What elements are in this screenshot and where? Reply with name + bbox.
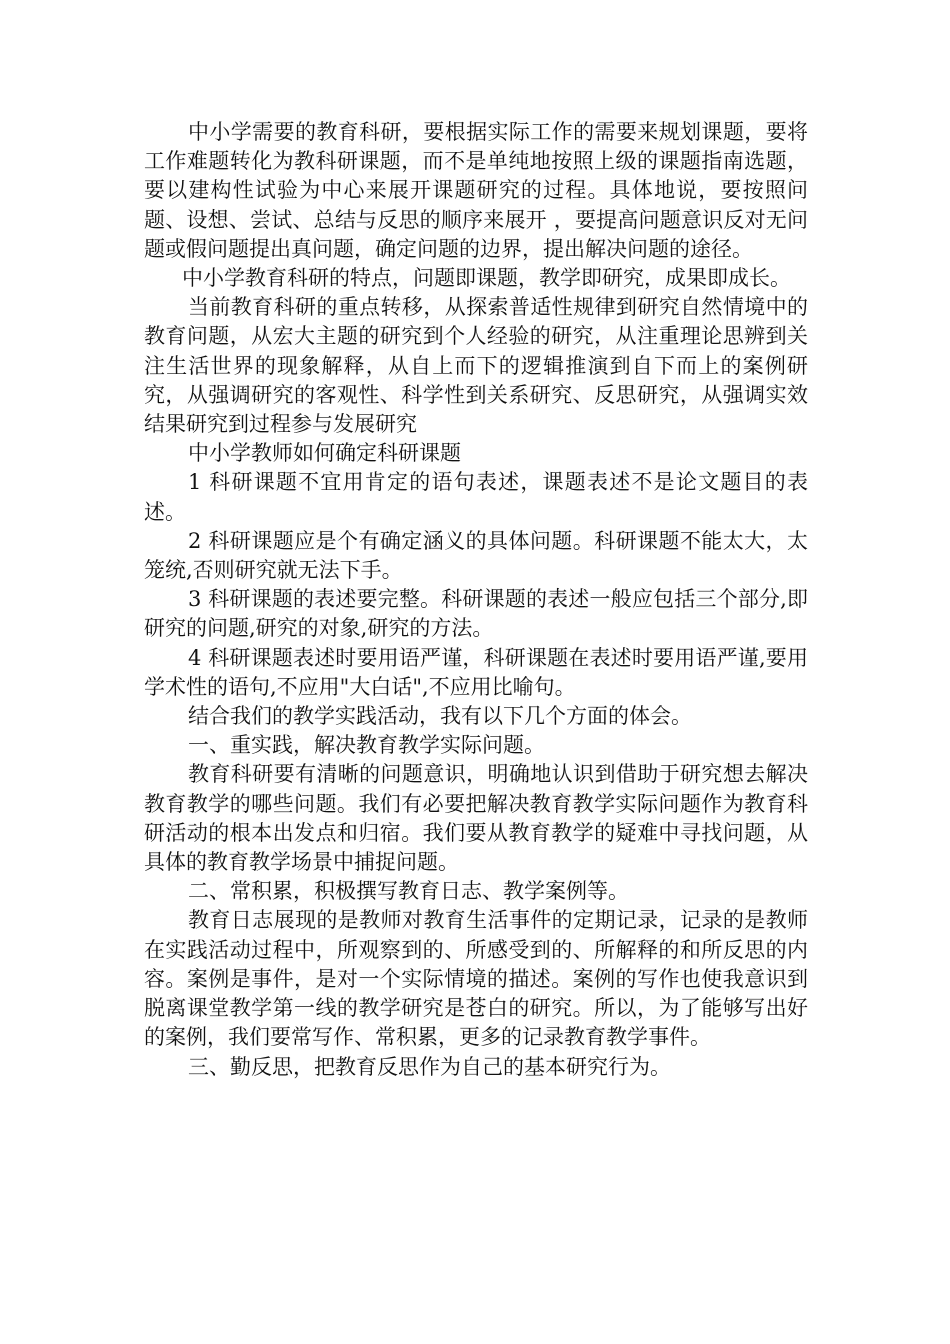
list-item-4: 4 科研课题表述时要用语严谨，科研课题在表述时要用语严谨,要用学术性的语句,不应用"大白话",不应用比喻句。 xyxy=(144,645,808,699)
section-heading-practice: 一、重实践，解决教育教学实际问题。 xyxy=(188,733,545,758)
section-heading-reflection: 三、勤反思，把教育反思作为自己的基本研究行为。 xyxy=(188,1054,671,1079)
list-item-2: 2 科研课题应是个有确定涵义的具体问题。科研课题不能太大，太笼统,否则研究就无法下手。 xyxy=(144,528,808,583)
section-heading-topic-selection: 中小学教师如何确定科研课题 xyxy=(188,441,461,466)
list-item-1: 1 科研课题不宜用肯定的语句表述，课题表述不是论文题目的表述。 xyxy=(144,470,808,524)
paragraph-focus-shift: 当前教育科研的重点转移，从探索普适性规律到研究自然情境中的教育问题，从宏大主题的研究到个人经验的研究，从注重理论思辨到关注生活世界的现象解释，从自上而下的逻辑推演到自下而上的案例研究，从强调研究的客观性、科学性到关系研究、反思研究，从强调实效结果研究到过程参与发展研究 xyxy=(144,295,808,437)
paragraph-practice: 教育科研要有清晰的问题意识，明确地认识到借助于研究想去解决教育教学的哪些问题。我们有必要把解决教育教学实际问题作为教育科研活动的根本出发点和归宿。我们要从教育教学的疑难中寻找问题，从具体的教育教学场景中捕捉问题。 xyxy=(144,762,808,875)
list-item-3: 3 科研课题的表述要完整。科研课题的表述一般应包括三个部分,即研究的问题,研究的对象,研究的方法。 xyxy=(144,587,808,641)
paragraph-intro: 中小学需要的教育科研，要根据实际工作的需要来规划课题，要将工作难题转化为教科研课题，而不是单纯地按照上级的课题指南选题，要以建构性试验为中心来展开课题研究的过程。具体地说，要按照问题、设想、尝试、总结与反思的顺序来展开 ，要提高问题意识反对无问题或假问题提出真问题，确定问题的边界，提出解决问题的途径。 xyxy=(144,120,808,261)
paragraph-experience-intro: 结合我们的教学实践活动，我有以下几个方面的体会。 xyxy=(188,704,692,729)
section-heading-accumulation: 二、常积累，积极撰写教育日志、教学案例等。 xyxy=(188,879,629,904)
paragraph-accumulation: 教育日志展现的是教师对教育生活事件的定期记录，记录的是教师在实践活动过程中，所观察到的、所感受到的、所解释的和所反思的内容。案例是事件，是对一个实际情境的描述。案例的写作也使我意识到脱离课堂教学第一线的教学研究是苍白的研究。所以，为了能够写出好的案例，我们要常写作、常积累，更多的记录教育教学事件。 xyxy=(144,908,808,1050)
paragraph-features: 中小学教育科研的特点，问题即课题，教学即研究，成果即成长。 xyxy=(182,266,791,291)
document-body xyxy=(144,118,808,1082)
